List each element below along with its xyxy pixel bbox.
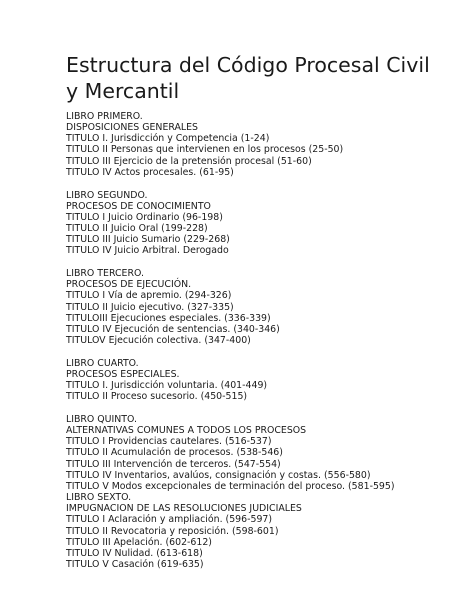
- title-entry: TITULO I Providencias cautelares. (516-537): [66, 436, 272, 448]
- title-entry: TITULO II Revocatoria y reposición. (598-601): [66, 525, 279, 537]
- title-entry: TITULO I. Jurisdicción y Competencia (1-24): [66, 133, 270, 145]
- book-subheading: DISPOSICIONES GENERALES: [66, 122, 199, 134]
- book-subheading: PROCESOS ESPECIALES.: [66, 368, 180, 380]
- book-subheading: ALTERNATIVAS COMUNES A TODOS LOS PROCESOS: [66, 425, 307, 437]
- book-heading: LIBRO SEGUNDO.: [66, 189, 148, 201]
- title-entry: TITULO II Juicio Oral (199-228): [66, 223, 208, 234]
- document-title: [66, 52, 430, 104]
- book-heading: LIBRO TERCERO.: [66, 268, 144, 280]
- title-entry: TITULO I Juicio Ordinario (96-198): [66, 211, 223, 223]
- section-libro-cuarto: [66, 358, 446, 403]
- document-title-line-1: Estructura del Código Procesal Civil: [66, 53, 430, 77]
- title-entry: TITULO III Ejercicio de la pretensión procesal (51-60): [66, 155, 312, 167]
- title-entry: TITULO I Vía de apremio. (294-326): [66, 290, 232, 302]
- book-heading: LIBRO SEXTO.: [66, 492, 132, 504]
- title-entry: TITULO V Casación (619-635): [66, 559, 204, 570]
- section-libro-segundo: [66, 190, 446, 257]
- title-entry: TITULO III Intervención de terceros. (547-554): [66, 458, 281, 470]
- title-entry: TITULO IV Juicio Arbitral. Derogado: [66, 245, 229, 257]
- section-libro-quinto: [66, 414, 446, 492]
- title-entry: TITULO I. Jurisdicción voluntaria. (401-449): [66, 380, 268, 392]
- section-libro-sexto: [66, 492, 446, 570]
- book-subheading: PROCESOS DE CONOCIMIENTO: [66, 200, 211, 212]
- document-title-line-2: y Mercantil: [66, 79, 180, 103]
- title-entry: TITULOIII Ejecuciones especiales. (336-339): [66, 312, 271, 324]
- title-entry: TITULO II Juicio ejecutivo. (327-335): [66, 301, 234, 313]
- book-heading: LIBRO CUARTO.: [66, 357, 139, 369]
- title-entry: TITULOV Ejecución colectiva. (347-400): [66, 335, 251, 346]
- book-subheading: PROCESOS DE EJECUCIÓN.: [66, 279, 192, 291]
- title-entry: TITULO II Personas que intervienen en los procesos (25-50): [66, 144, 344, 156]
- title-entry: TITULO III Juicio Sumario (229-268): [66, 234, 230, 246]
- book-heading: LIBRO QUINTO.: [66, 413, 138, 425]
- title-entry: TITULO II Proceso sucesorio. (450-515): [66, 391, 248, 403]
- title-entry: TITULO III Apelación. (602-612): [66, 536, 212, 548]
- title-entry: TITULO IV Nulidad. (613-618): [66, 547, 203, 559]
- book-subheading: IMPUGNACION DE LAS RESOLUCIONES JUDICIALES: [66, 503, 302, 515]
- title-entry: TITULO II Acumulación de procesos. (538-546): [66, 447, 283, 459]
- document-body: [66, 111, 446, 570]
- book-heading: LIBRO PRIMERO.: [66, 111, 143, 122]
- title-entry: TITULO I Aclaración y ampliación. (596-597): [66, 514, 273, 526]
- title-entry: TITULO IV Ejecución de sentencias. (340-346): [66, 323, 280, 335]
- section-libro-primero: [66, 111, 446, 178]
- title-entry: TITULO V Modos excepcionales de terminación del proceso. (581-595): [66, 480, 395, 492]
- section-libro-tercero: [66, 268, 446, 346]
- title-entry: TITULO IV Inventarios, avalúos, consignación y costas. (556-580): [66, 469, 371, 481]
- title-entry: TITULO IV Actos procesales. (61-95): [66, 166, 234, 178]
